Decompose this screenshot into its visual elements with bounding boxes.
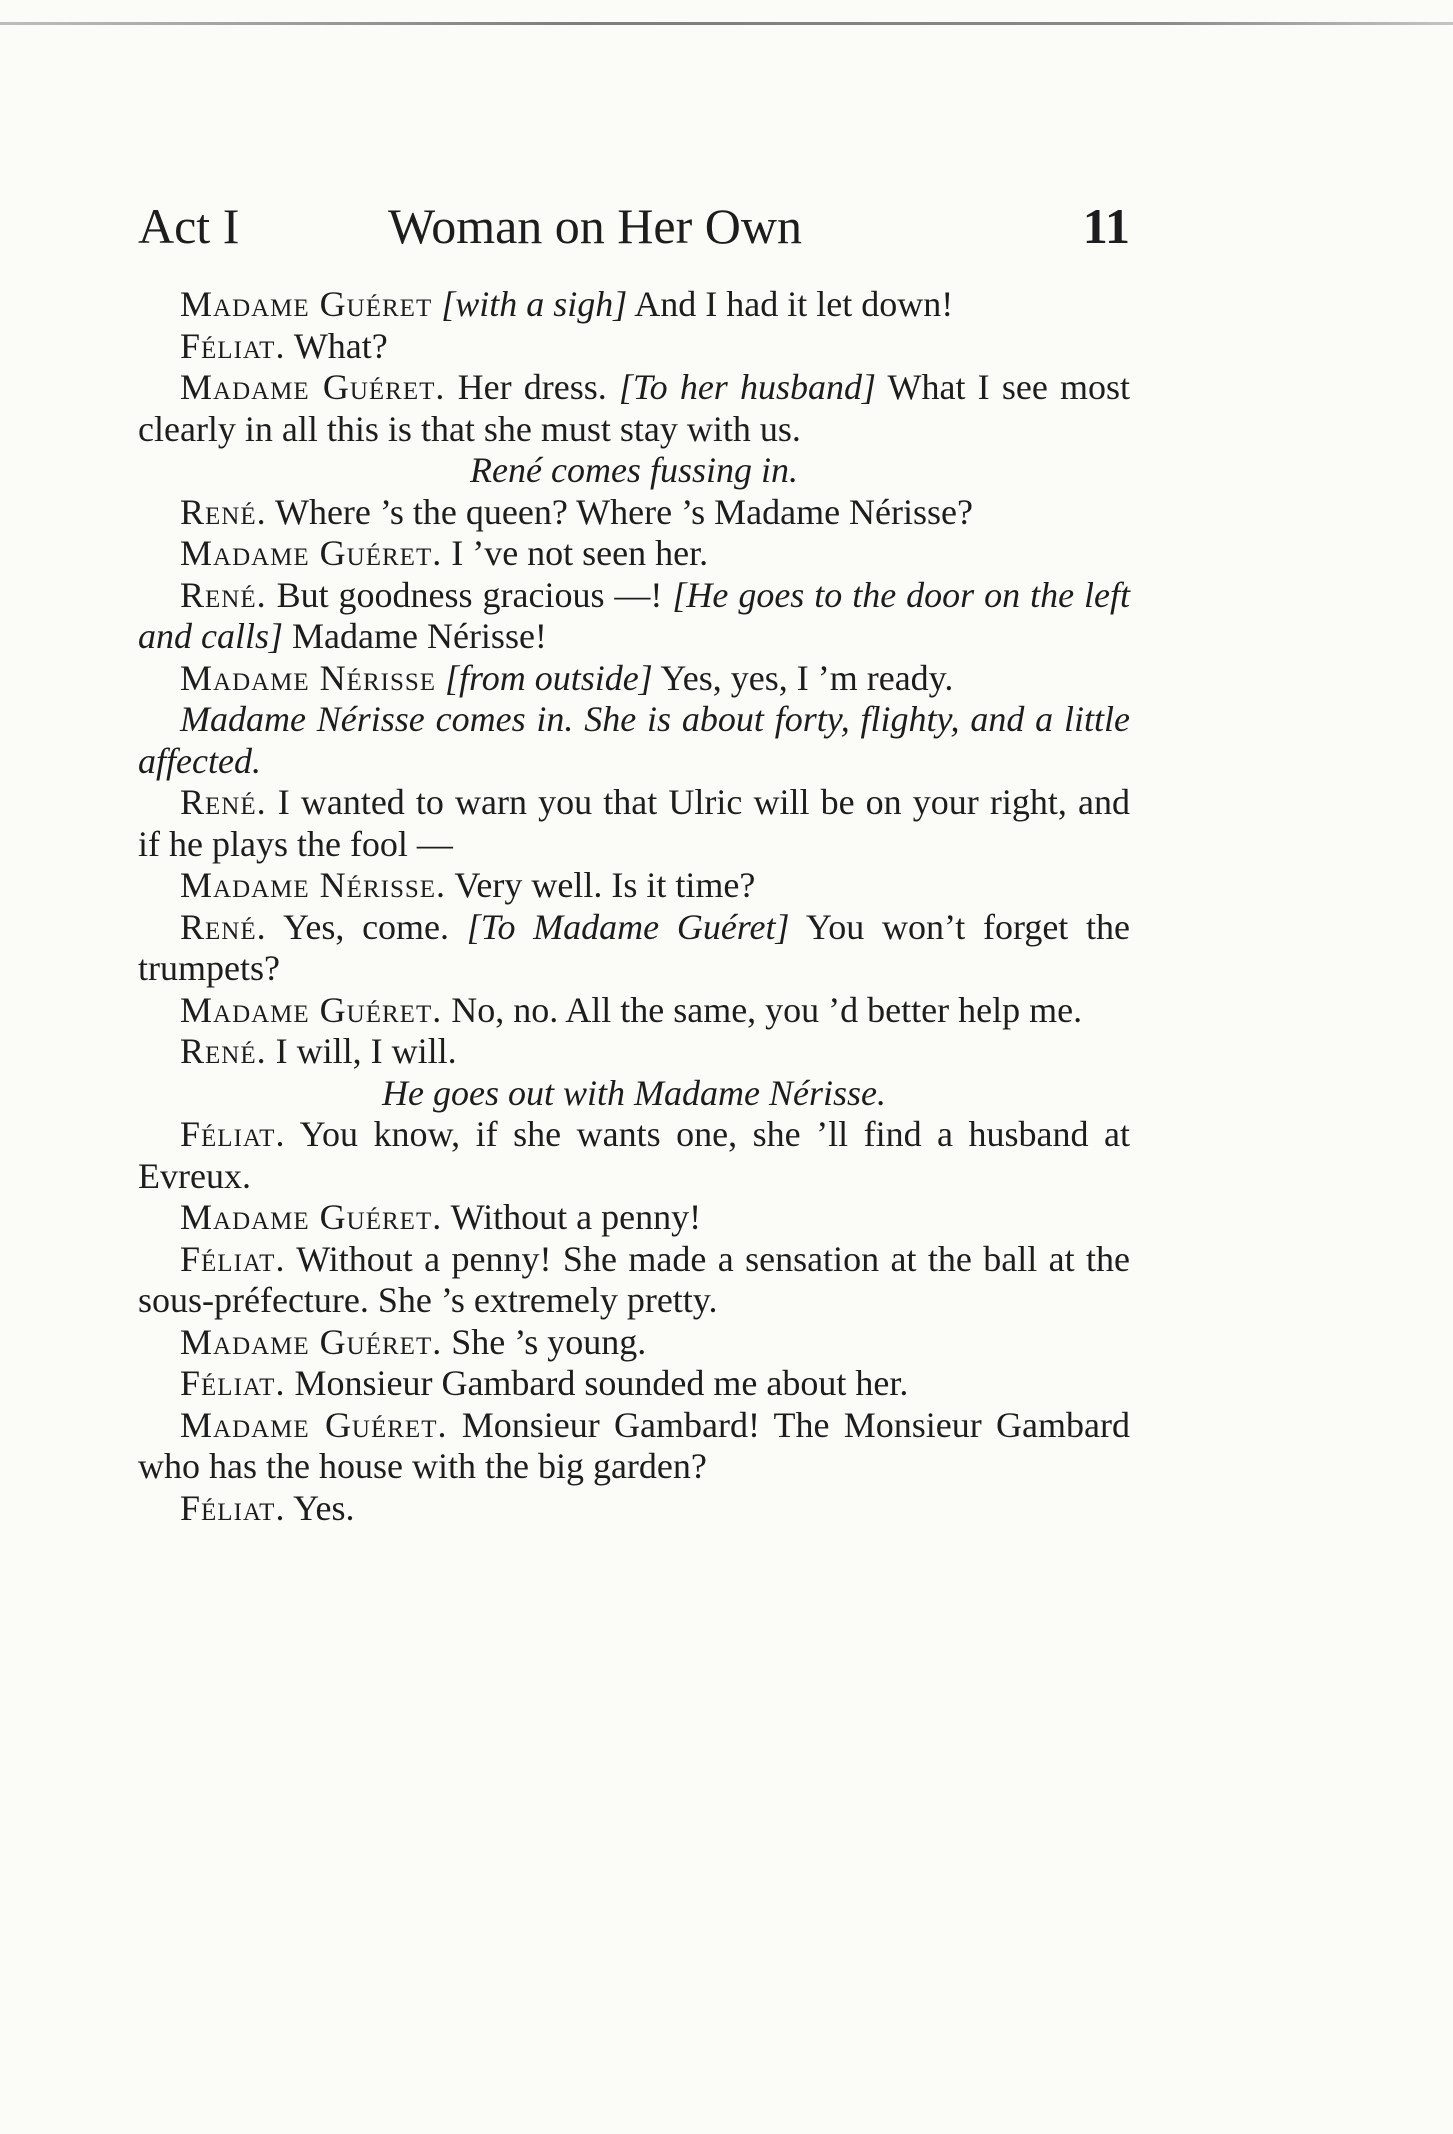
stage-direction-line xyxy=(138,1073,1130,1115)
speech-line xyxy=(138,782,1130,865)
speaker-name: Madame Guéret xyxy=(180,284,433,324)
dialogue-text: I ’ve not seen her. xyxy=(451,533,709,573)
top-edge-rule xyxy=(0,22,1453,25)
dialogue-text: Madame Nérisse! xyxy=(292,616,547,656)
dialogue-text: Monsieur Gambard! The Monsieur Gambard who has the house with the big garden? xyxy=(138,1404,1130,1486)
speech-line xyxy=(138,1363,1130,1405)
speech-line xyxy=(138,575,1130,658)
dialogue-text: And I had it let down! xyxy=(634,284,954,324)
dialogue-text: Where ’s the queen? Where ’s Madame Nérisse? xyxy=(274,491,973,532)
dialogue-text: What? xyxy=(293,325,388,366)
speaker-name: René. xyxy=(180,782,267,822)
speech-line xyxy=(138,907,1130,990)
speaker-name: Féliat. xyxy=(180,1114,286,1154)
speech-line xyxy=(138,284,1130,326)
speech-line xyxy=(138,533,1130,575)
speaker-name: René. xyxy=(180,906,267,947)
running-header xyxy=(138,196,1130,256)
speech-line xyxy=(138,1114,1130,1197)
dialogue-text: What I see most clearly in all this is that she must stay with us. xyxy=(138,367,1131,449)
speech-line xyxy=(138,367,1130,450)
speaker-name: Féliat. xyxy=(180,1487,286,1528)
speech-line xyxy=(138,1322,1130,1364)
speaker-name: Madame Nérisse. xyxy=(180,865,447,905)
dialogue-text: Monsieur Gambard sounded me about her. xyxy=(294,1363,909,1403)
dialogue-text: But goodness gracious —! xyxy=(276,574,663,615)
speaker-name: Madame Guéret. xyxy=(180,367,446,407)
speech-line xyxy=(138,990,1130,1032)
speech-line xyxy=(138,1405,1130,1488)
stage-direction: René comes fussing in. xyxy=(470,450,798,490)
stage-direction-block xyxy=(138,699,1130,782)
dialogue-text: I wanted to warn you that Ulric will be on your right, and if he plays the fool — xyxy=(138,782,1130,864)
dialogue-text: You know, if she wants one, she ’ll find a husband at Evreux. xyxy=(138,1114,1130,1196)
dialogue-text: Very well. Is it time? xyxy=(454,865,756,905)
stage-direction: He goes out with Madame Nérisse. xyxy=(382,1072,886,1113)
speech-line xyxy=(138,492,1130,534)
stage-direction: [To her husband] xyxy=(618,367,877,407)
stage-direction: [with a sigh] xyxy=(441,284,628,324)
speaker-name: René. xyxy=(180,574,267,615)
page-number: 11 xyxy=(1082,198,1130,254)
speech-line xyxy=(138,1031,1130,1073)
speaker-name: Féliat. xyxy=(180,1238,286,1279)
dialogue-text: Without a penny! She made a sensation at the ball at the sous-préfecture. She ’s extremely pretty. xyxy=(138,1238,1130,1320)
dialogue-text: Yes, yes, I ’m ready. xyxy=(660,657,954,698)
dialogue-text: You won’t forget the trumpets? xyxy=(138,906,1130,988)
dialogue-text: Without a penny! xyxy=(450,1197,702,1237)
speaker-name: Madame Guéret. xyxy=(180,1321,443,1362)
dialogue-text: Yes, come. xyxy=(282,906,450,947)
book-title: Woman on Her Own xyxy=(388,198,802,254)
stage-direction: [He goes to the door on the left and calls] xyxy=(138,574,1131,656)
dialogue-text: Her dress. xyxy=(457,367,607,407)
dialogue-text: No, no. All the same, you ’d better help me. xyxy=(451,989,1083,1030)
speech-line xyxy=(138,326,1130,368)
play-text xyxy=(138,284,1130,1529)
speaker-name: René. xyxy=(180,1031,267,1071)
speaker-name: Féliat. xyxy=(180,1363,286,1403)
speech-line xyxy=(138,1239,1130,1322)
speech-line xyxy=(138,1197,1130,1239)
speech-line xyxy=(138,658,1130,700)
act-label: Act I xyxy=(138,198,240,254)
speaker-name: Madame Guéret. xyxy=(180,1404,448,1445)
speech-line xyxy=(138,1488,1130,1530)
stage-direction: Madame Nérisse comes in. She is about forty, flighty, and a little affected. xyxy=(138,699,1130,781)
stage-direction: [To Madame Guéret] xyxy=(466,906,790,947)
speaker-name: Madame Nérisse xyxy=(180,657,437,698)
stage-direction-line xyxy=(138,450,1130,492)
speaker-name: Madame Guéret. xyxy=(180,1197,443,1237)
speech-line xyxy=(138,865,1130,907)
dialogue-text: She ’s young. xyxy=(451,1321,647,1362)
dialogue-text: Yes. xyxy=(293,1487,355,1528)
speaker-name: Madame Guéret. xyxy=(180,989,443,1030)
speaker-name: Madame Guéret. xyxy=(180,533,443,573)
speaker-name: René. xyxy=(180,491,267,532)
speaker-name: Féliat. xyxy=(180,325,286,366)
dialogue-text: I will, I will. xyxy=(275,1031,457,1071)
stage-direction: [from outside] xyxy=(445,657,653,698)
